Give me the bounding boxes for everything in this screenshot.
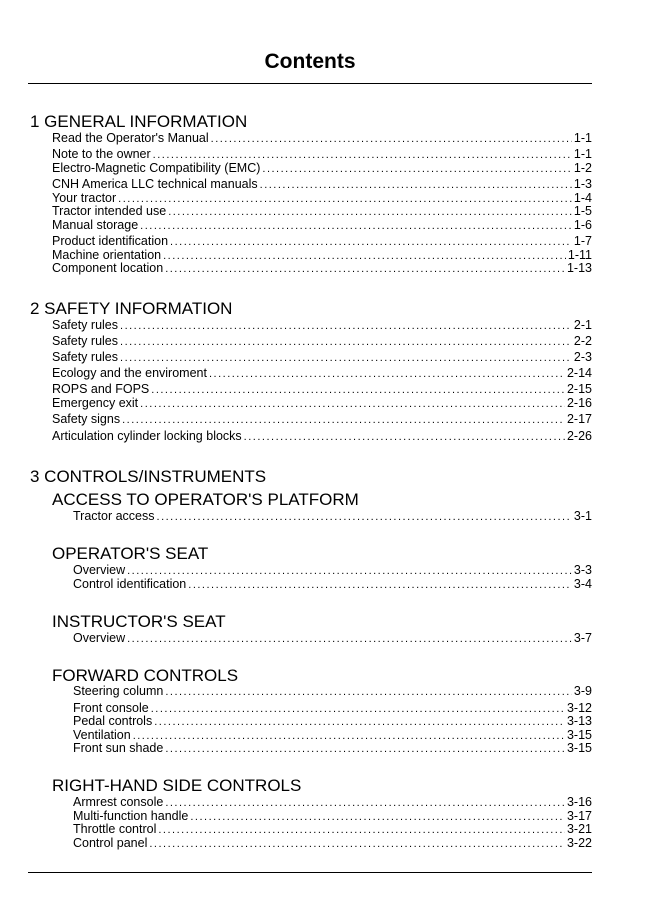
entry-page: 3-21 [566, 822, 592, 836]
leader-dots [165, 796, 565, 810]
leader-dots [127, 564, 572, 578]
toc-entry[interactable] [52, 412, 592, 426]
toc-entry[interactable] [52, 218, 592, 232]
toc-entry[interactable] [52, 161, 592, 175]
leader-dots [165, 742, 565, 756]
toc-entry[interactable] [52, 396, 592, 410]
toc-entry[interactable] [52, 318, 592, 332]
entry-page: 1-2 [573, 161, 592, 175]
toc-entry[interactable] [73, 563, 592, 577]
entry-label: Articulation cylinder locking blocks [52, 429, 242, 443]
toc-entry[interactable] [52, 350, 592, 364]
entry-label: Electro-Magnetic Compatibility (EMC) [52, 161, 261, 175]
entry-page: 1-6 [573, 218, 592, 232]
leader-dots [211, 132, 572, 146]
entry-page: 2-17 [566, 412, 592, 426]
entry-label: Overview [73, 631, 126, 645]
entry-label: Component location [52, 261, 164, 275]
leader-dots [154, 715, 565, 729]
entry-label: Note to the owner [52, 147, 151, 161]
subsection-heading: ACCESS TO OPERATOR'S PLATFORM [52, 490, 359, 509]
entry-label: Your tractor [52, 191, 117, 205]
entry-label: Tractor intended use [52, 204, 167, 218]
leader-dots [122, 413, 565, 427]
toc-entry[interactable] [52, 131, 592, 145]
toc-entry[interactable] [52, 248, 592, 262]
entry-label: Safety rules [52, 350, 119, 364]
title-rule [28, 83, 592, 84]
entry-label: Safety rules [52, 318, 119, 332]
toc-entry[interactable] [73, 836, 592, 850]
entry-page: 3-17 [566, 809, 592, 823]
entry-label: Read the Operator's Manual [52, 131, 209, 145]
entry-label: Overview [73, 563, 126, 577]
entry-page: 3-3 [573, 563, 592, 577]
leader-dots [157, 510, 572, 524]
entry-label: Control panel [73, 836, 148, 850]
entry-page: 3-7 [573, 631, 592, 645]
leader-dots [165, 685, 572, 699]
entry-page: 2-15 [566, 382, 592, 396]
entry-page: 1-13 [566, 261, 592, 275]
entry-page: 1-11 [567, 248, 592, 262]
leader-dots [140, 219, 572, 233]
entry-page: 1-1 [573, 147, 592, 161]
leader-dots [209, 367, 565, 381]
entry-label: Safety signs [52, 412, 121, 426]
leader-dots [260, 178, 572, 192]
entry-page: 1-7 [573, 234, 592, 248]
entry-label: Steering column [73, 684, 164, 698]
toc-entry[interactable] [52, 429, 592, 443]
footer-rule [28, 872, 592, 873]
entry-label: Armrest console [73, 795, 164, 809]
entry-label: Ventilation [73, 728, 131, 742]
leader-dots [168, 205, 572, 219]
toc-entry[interactable] [52, 191, 592, 205]
entry-page: 1-1 [573, 131, 592, 145]
entry-label: Control identification [73, 577, 187, 591]
entry-label: Ecology and the enviroment [52, 366, 207, 380]
leader-dots [170, 235, 572, 249]
entry-label: Machine orientation [52, 248, 162, 262]
leader-dots [153, 148, 572, 162]
leader-dots [151, 383, 565, 397]
entry-page: 3-13 [566, 714, 592, 728]
toc-entry[interactable] [73, 509, 592, 523]
entry-label: Multi-function handle [73, 809, 189, 823]
entry-page: 3-22 [566, 836, 592, 850]
entry-page: 2-16 [566, 396, 592, 410]
entry-label: Product identification [52, 234, 169, 248]
section-heading: 3 CONTROLS/INSTRUMENTS [30, 467, 267, 486]
entry-label: Safety rules [52, 334, 119, 348]
section-heading: 1 GENERAL INFORMATION [30, 112, 248, 131]
leader-dots [165, 262, 565, 276]
entry-label: Pedal controls [73, 714, 153, 728]
entry-page: 3-15 [566, 728, 592, 742]
entry-page: 2-1 [573, 318, 592, 332]
leader-dots [244, 430, 565, 444]
toc-entry[interactable] [73, 809, 592, 823]
toc-entry[interactable] [52, 177, 592, 191]
page-title: Contents [264, 50, 356, 73]
entry-label: Manual storage [52, 218, 139, 232]
toc-entry[interactable] [73, 795, 592, 809]
toc-entry[interactable] [73, 577, 592, 591]
entry-page: 3-12 [566, 701, 592, 715]
entry-page: 3-1 [573, 509, 592, 523]
leader-dots [188, 578, 572, 592]
entry-page: 3-4 [573, 577, 592, 591]
subsection-heading: OPERATOR'S SEAT [52, 544, 209, 563]
subsection-heading: INSTRUCTOR'S SEAT [52, 612, 226, 631]
entry-label: Tractor access [73, 509, 155, 523]
toc-entry[interactable] [52, 261, 592, 275]
entry-page: 3-16 [566, 795, 592, 809]
entry-page: 1-4 [573, 191, 592, 205]
entry-page: 2-26 [566, 429, 592, 443]
subsection-heading: FORWARD CONTROLS [52, 666, 239, 685]
leader-dots [120, 319, 572, 333]
leader-dots [262, 162, 572, 176]
entry-page: 2-3 [573, 350, 592, 364]
leader-dots [149, 837, 565, 851]
entry-label: Front console [73, 701, 149, 715]
leader-dots [127, 632, 572, 646]
leader-dots [120, 335, 572, 349]
toc-entry[interactable] [73, 714, 592, 728]
toc-entry[interactable] [73, 741, 592, 755]
toc-entry[interactable] [52, 147, 592, 161]
toc-entry[interactable] [52, 204, 592, 218]
toc-entry[interactable] [73, 822, 592, 836]
section-heading: 2 SAFETY INFORMATION [30, 299, 233, 318]
entry-label: Throttle control [73, 822, 157, 836]
entry-label: Emergency exit [52, 396, 139, 410]
leader-dots [158, 823, 565, 837]
leader-dots [140, 397, 565, 411]
subsection-heading: RIGHT-HAND SIDE CONTROLS [52, 776, 302, 795]
toc-entry[interactable] [73, 728, 592, 742]
toc-entry[interactable] [52, 334, 592, 348]
toc-entry[interactable] [73, 684, 592, 698]
entry-label: CNH America LLC technical manuals [52, 177, 258, 191]
entry-page: 1-3 [573, 177, 592, 191]
toc-entry[interactable] [52, 234, 592, 248]
toc-entry[interactable] [52, 382, 592, 396]
entry-page: 2-14 [566, 366, 592, 380]
entry-page: 1-5 [573, 204, 592, 218]
entry-page: 3-15 [566, 741, 592, 755]
toc-entry[interactable] [52, 366, 592, 380]
toc-entry[interactable] [73, 631, 592, 645]
entry-label: ROPS and FOPS [52, 382, 150, 396]
entry-page: 3-9 [573, 684, 592, 698]
leader-dots [120, 351, 572, 365]
entry-page: 2-2 [573, 334, 592, 348]
toc-entry[interactable] [73, 701, 592, 715]
entry-label: Front sun shade [73, 741, 164, 755]
